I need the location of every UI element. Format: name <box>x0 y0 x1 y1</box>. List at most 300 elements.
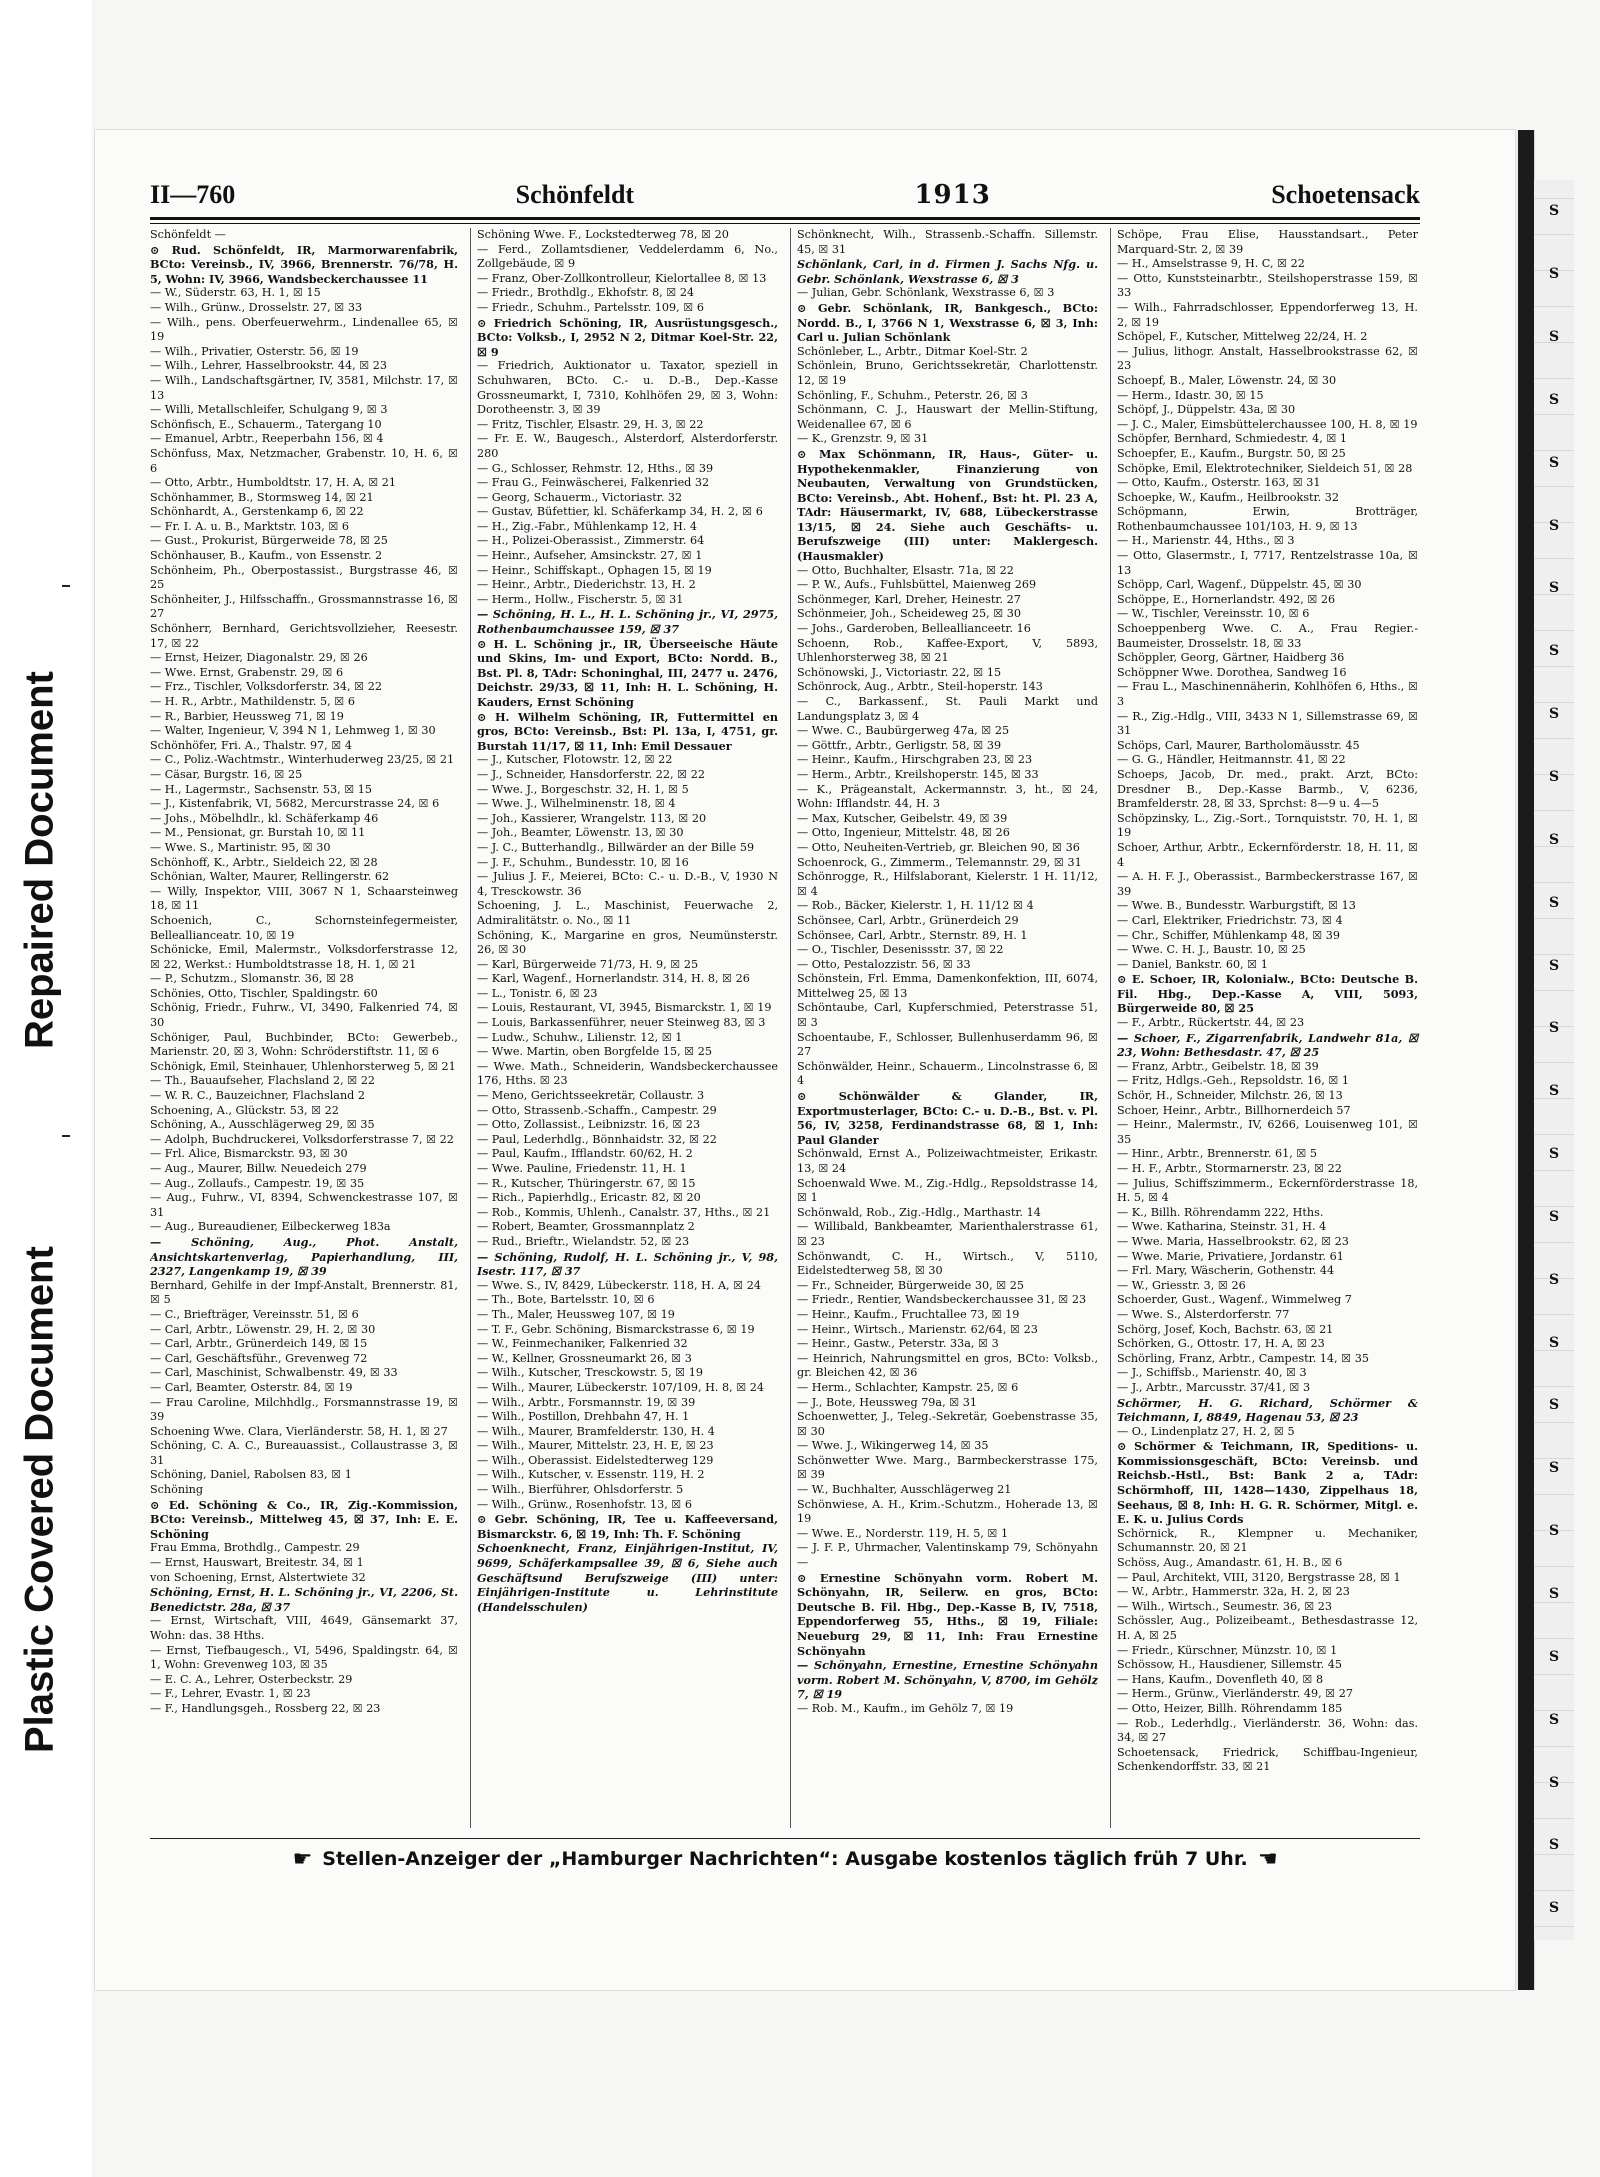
directory-entry: — Adolph, Buchdruckerei, Volksdorferstrasse 7, ☒ 22 <box>150 1132 454 1146</box>
directory-entry: Schönsee, Carl, Arbtr., Grünerdeich 29 <box>797 913 1019 927</box>
directory-entry: — Wilh., Grünw., Drosselstr. 27, ☒ 33 <box>150 300 363 314</box>
directory-entry: — Schöning, H. L., H. L. Schöning jr., VI, 2975, Rothenbaumchaussee 159, ☒ 37 <box>477 607 778 637</box>
directory-entry: — F., Lehrer, Evastr. 1, ☒ 23 <box>150 1687 311 1701</box>
directory-entry: Schöpe, Frau Elise, Hausstandsart., Peter Marquard-Str. 2, ☒ 39 <box>1117 228 1418 256</box>
directory-entry: — Wwe. Marie, Privatiere, Jordanstr. 61 <box>1117 1249 1344 1263</box>
directory-entry: — Rob., Bäcker, Kielerstr. 1, H. 11/12 ☒ 4 <box>797 899 1034 913</box>
directory-entry: — Wilh., Kutscher, v. Essenstr. 119, H. 2 <box>477 1468 705 1482</box>
directory-entry: Schönicke, Emil, Malermstr., Volksdorferstrasse 12, ☒ 22, Werkst.: Humboldtstrasse 18, H. 1, ☒ 21 <box>150 943 458 971</box>
directory-entry: ⊙ Max Schönmann, IR, Haus-, Güter- u. Hypothekenmakler, Finanzierung von Neubauten, Verwaltung von Grundstücken, BCto: Vereinsb., Abt. Hohenf., Bst: ht. Pl. 23 A, TAdr: Häusermarkt, IV, 688, Lübeckerstrasse 13/15, ☒ 24. Siehe auch Geschäfts- u. Berufszweige (III) unter: Maklergesch. (Hausmakler) <box>797 446 1098 564</box>
directory-entry: Schönmann, C. J., Hauswart der Mellin-Stiftung, Weidenallee 67, ☒ 6 <box>797 403 1098 431</box>
directory-entry: — Friedr., Schuhm., Partelsstr. 109, ☒ 6 <box>477 300 704 314</box>
directory-entry: — Wwe. Katharina, Steinstr. 31, H. 4 <box>1117 1220 1327 1234</box>
directory-entry: — Fr. I. A. u. B., Marktstr. 103, ☒ 6 <box>150 519 350 533</box>
directory-entry: — Wwe. J., Wikingerweg 14, ☒ 35 <box>797 1439 989 1453</box>
directory-entry: — Fritz, Hdlgs.-Geh., Repsoldstr. 16, ☒ 1 <box>1117 1074 1350 1088</box>
directory-entry: — Rob. M., Kaufm., im Gehölz 7, ☒ 19 <box>797 1701 1014 1715</box>
directory-entry: — Julius, Schiffszimmerm., Eckernförderstrasse 18, H. 5, ☒ 4 <box>1117 1176 1418 1205</box>
directory-entry: Schöps, Carl, Maurer, Bartholomäusstr. 45 <box>1117 738 1360 752</box>
directory-entry: — Fritz, Tischler, Elsastr. 29, H. 3, ☒ 22 <box>477 417 704 431</box>
directory-entry: — Wilh., Grünw., Rosenhofstr. 13, ☒ 6 <box>477 1497 693 1511</box>
label-divider <box>62 585 70 587</box>
directory-entry: — C., Barkassenf., St. Pauli Markt und Landungsplatz 3, ☒ 4 <box>797 695 1098 723</box>
directory-entry: — Aug., Maurer, Billw. Neuedeich 279 <box>150 1162 367 1175</box>
directory-entry: Schoenknecht, Franz, Einjährigen-Institut, IV, 9699, Schäferkampsallee 39, ☒ 6, Siehe auch Geschäftsund Berufszweige (III) unter: Einjährigen-Institute u. Lehrinstitute (Handelsschulen) <box>477 1541 778 1614</box>
directory-entry: — R., Zig.-Hdlg., VIII, 3433 N 1, Sillemstrasse 69, ☒ 31 <box>1117 709 1418 738</box>
edge-letter: S <box>1548 894 1560 911</box>
directory-entry: — J., Bote, Heussweg 79a, ☒ 31 <box>797 1395 978 1409</box>
directory-entry: Schoerder, Gust., Wagenf., Wimmelweg 7 <box>1117 1293 1352 1307</box>
directory-entry: Schoenn, Rob., Kaffee-Export, V, 5893, Uhlenhorsterweg 38, ☒ 21 <box>797 636 1098 665</box>
directory-entry: ⊙ Gebr. Schönlank, IR, Bankgesch., BCto: Nordd. B., I, 3766 N 1, Wexstrasse 6, ☒ 3, Inh: Carl u. Julian Schönlank <box>797 300 1098 345</box>
directory-entry: — Otto, Pestalozzistr. 56, ☒ 33 <box>797 957 971 971</box>
directory-entry: Schönowski, J., Victoriastr. 22, ☒ 15 <box>797 665 1002 679</box>
directory-entry: — W., Griesstr. 3, ☒ 26 <box>1117 1278 1246 1292</box>
directory-entry: Schöntaube, Carl, Kupferschmied, Peterstrasse 51, ☒ 3 <box>797 1001 1098 1030</box>
edge-letter: S <box>1548 1523 1560 1540</box>
directory-entry: Schöpzinsky, L., Zig.-Sort., Tornquiststr. 70, H. 1, ☒ 19 <box>1117 811 1418 840</box>
directory-entry: Schoer, Arthur, Arbtr., Eckernförderstr. 18, H. 11, ☒ 4 <box>1117 840 1418 869</box>
directory-entry: — Louis, Restaurant, VI, 3945, Bismarckstr. 1, ☒ 19 <box>477 1001 772 1015</box>
directory-entry: Schöniger, Paul, Buchbinder, BCto: Gewerbeb., Marienstr. 20, ☒ 3, Wohn: Schröderstiftstr. 11, ☒ 6 <box>150 1030 458 1059</box>
edge-letter: S <box>1548 329 1560 346</box>
column-3 <box>790 228 1100 1828</box>
directory-entry: — W., Feinmechaniker, Falkenried 32 <box>477 1337 688 1351</box>
page-number: II—760 <box>150 180 236 209</box>
directory-entry: — Aug., Bureaudiener, Eilbeckerweg 183a <box>150 1220 391 1234</box>
directory-entry: — Gustav, Büfettier, kl. Schäferkamp 34, H. 2, ☒ 6 <box>477 505 763 519</box>
directory-entry: — C., Briefträger, Vereinsstr. 51, ☒ 6 <box>150 1307 359 1321</box>
directory-entry: Schör, H., Schneider, Milchstr. 26, ☒ 13 <box>1117 1089 1343 1103</box>
directory-entry: — J., Arbtr., Marcusstr. 37/41, ☒ 3 <box>1117 1380 1311 1394</box>
directory-entry: — H., Amselstrasse 9, H. C, ☒ 22 <box>1117 257 1305 271</box>
directory-entry: — J., Schiffsb., Marienstr. 40, ☒ 3 <box>1117 1366 1307 1380</box>
directory-entry: — O., Lindenplatz 27, H. 2, ☒ 5 <box>1117 1424 1295 1438</box>
directory-entry: — Wwe. Martin, oben Borgfelde 15, ☒ 25 <box>477 1045 713 1059</box>
directory-entry: Schoenwetter, J., Teleg.-Sekretär, Goebenstrasse 35, ☒ 30 <box>797 1410 1098 1438</box>
directory-entry: — Cäsar, Burgstr. 16, ☒ 25 <box>150 767 303 781</box>
edge-letter: S <box>1548 1146 1560 1163</box>
directory-entry: — Otto, Strassenb.-Schaffn., Campestr. 29 <box>477 1103 717 1117</box>
directory-entry: — Fr., Schneider, Bürgerweide 30, ☒ 25 <box>797 1278 1025 1292</box>
directory-entry: — Heinr., Malermstr., IV, 6266, Louisenweg 101, ☒ 35 <box>1117 1118 1418 1146</box>
edge-letter: S <box>1548 1711 1560 1728</box>
directory-entry: Schoetensack, Friedrick, Schiffbau-Ingenieur, Schenkendorffstr. 33, ☒ 21 <box>1117 1745 1418 1774</box>
directory-entry: — Wilh., Postillon, Drehbahn 47, H. 1 <box>477 1410 690 1424</box>
directory-entry: — Schöning, Rudolf, H. L. Schöning jr., V, 98, Isestr. 117, ☒ 37 <box>477 1249 778 1279</box>
directory-entry: Schöning <box>150 1483 204 1497</box>
directory-entry: — Paul, Lederhdlg., Bönnhaidstr. 32, ☒ 22 <box>477 1132 717 1146</box>
header-year: 1913 <box>914 180 991 210</box>
directory-entry: — G. G., Händler, Heitmannstr. 41, ☒ 22 <box>1117 753 1346 767</box>
directory-entry: Schöss, Aug., Amandastr. 61, H. B., ☒ 6 <box>1117 1556 1343 1570</box>
directory-entry: — Wwe. S., IV, 8429, Lübeckerstr. 118, H. A, ☒ 24 <box>477 1278 761 1292</box>
directory-entry: — Carl, Beamter, Osterstr. 84, ☒ 19 <box>150 1380 353 1394</box>
directory-entry: — A. H. F. J., Oberassist., Barmbeckerstrasse 167, ☒ 39 <box>1117 870 1418 898</box>
directory-entry: Schönheiter, J., Hilfsschaffn., Grossmannstrasse 16, ☒ 27 <box>150 592 458 621</box>
directory-entry: — G., Schlosser, Rehmstr. 12, Hths., ☒ 39 <box>477 461 714 475</box>
column-2 <box>470 228 780 1828</box>
edge-letter: S <box>1548 1774 1560 1791</box>
directory-entry: — Otto, Zollassist., Leibnizstr. 16, ☒ 23 <box>477 1118 701 1132</box>
left-margin-strip <box>0 0 92 2177</box>
edge-letter: S <box>1548 1837 1560 1854</box>
directory-entry: — Julian, Gebr. Schönlank, Wexstrasse 6, ☒ 3 <box>797 286 1055 300</box>
directory-entry: Schönheim, Ph., Oberpostassist., Burgstrasse 46, ☒ 25 <box>150 563 458 592</box>
edge-letter: S <box>1548 1460 1560 1477</box>
directory-entry: ⊙ E. Schoer, IR, Kolonialw., BCto: Deutsche B. Fil. Hbg., Dep.-Kasse A, VIII, 5093, Bürgerweide 80, ☒ 25 <box>1117 972 1418 1016</box>
edge-letter: S <box>1548 1083 1560 1100</box>
directory-entry: — Johs., Möbelhdlr., kl. Schäferkamp 46 <box>150 811 379 825</box>
edge-letter: S <box>1548 1585 1560 1602</box>
directory-entry: Schoeppenberg Wwe. C. A., Frau Regier.-Baumeister, Drosselstr. 18, ☒ 33 <box>1117 622 1418 650</box>
directory-entry: — Wwe. Maria, Hasselbrookstr. 62, ☒ 23 <box>1117 1234 1349 1248</box>
directory-entry: — Willy, Inspektor, VIII, 3067 N 1, Schaarsteinweg 18, ☒ 11 <box>150 884 458 913</box>
directory-entry: Schönrock, Aug., Arbtr., Steil-hoperstr. 143 <box>797 680 1043 694</box>
directory-entry: — Wilh., Maurer, Mittelstr. 23, H. E, ☒ 23 <box>477 1439 714 1453</box>
edge-letter: S <box>1548 1648 1560 1665</box>
directory-entry: — Wilh., Arbtr., Forsmannstr. 19, ☒ 39 <box>477 1395 696 1409</box>
directory-entry: — Carl, Arbtr., Löwenstr. 29, H. 2, ☒ 30 <box>150 1322 376 1336</box>
directory-entry: — O., Tischler, Desenissstr. 37, ☒ 22 <box>797 943 1004 957</box>
directory-entry: Schönleber, L., Arbtr., Ditmar Koel-Str. 2 <box>797 344 1028 358</box>
directory-entry: — Ludw., Schuhw., Lilienstr. 12, ☒ 1 <box>477 1030 683 1044</box>
directory-entry: Schöpf, J., Düppelstr. 43a, ☒ 30 <box>1117 403 1296 417</box>
directory-entry: — Otto, Glasermstr., I, 7717, Rentzelstrasse 10a, ☒ 13 <box>1117 549 1418 577</box>
directory-entry: Schönwandt, C. H., Wirtsch., V, 5110, Eidelstedterweg 58, ☒ 30 <box>797 1249 1098 1278</box>
directory-entry: — Otto, Kaufm., Osterstr. 163, ☒ 31 <box>1117 476 1321 490</box>
directory-entry: — Franz, Arbtr., Geibelstr. 18, ☒ 39 <box>1117 1059 1319 1073</box>
directory-entry: Schönhauser, B., Kaufm., von Essenstr. 2 <box>150 549 383 563</box>
directory-entry: — Robert, Beamter, Grossmannplatz 2 <box>477 1220 695 1234</box>
directory-entry: — L., Tonistr. 6, ☒ 23 <box>477 986 598 1000</box>
directory-entry: — Friedr., Kürschner, Münzstr. 10, ☒ 1 <box>1117 1643 1338 1657</box>
directory-entry: — Ernst, Tiefbaugesch., VI, 5496, Spaldingstr. 64, ☒ 1, Wohn: Grevenweg 103, ☒ 35 <box>150 1643 458 1672</box>
directory-entry: — H. F., Arbtr., Stormarnerstr. 23, ☒ 22 <box>1117 1162 1342 1175</box>
directory-entry: Schössler, Aug., Polizeibeamt., Bethesdastrasse 12, H. A, ☒ 25 <box>1117 1614 1418 1642</box>
directory-entry: — Heinr., Wirtsch., Marienstr. 62/64, ☒ 23 <box>797 1322 1038 1336</box>
directory-entry: — Wwe. Pauline, Friedenstr. 11, H. 1 <box>477 1162 687 1175</box>
directory-entry: — Heinrich, Nahrungsmittel en gros, BCto: Volksb., gr. Bleichen 42, ☒ 36 <box>797 1351 1098 1380</box>
directory-entry: — W. R. C., Bauzeichner, Flachsland 2 <box>150 1089 365 1103</box>
directory-entry: Schönlein, Bruno, Gerichtssekretär, Charlottenstr. 12, ☒ 19 <box>797 359 1098 387</box>
directory-entry: — Wwe. E., Norderstr. 119, H. 5, ☒ 1 <box>797 1526 1009 1540</box>
directory-entry: — R., Kutscher, Thüringerstr. 67, ☒ 15 <box>477 1176 696 1190</box>
directory-entry: — Schöning, Aug., Phot. Anstalt, Ansichtskartenverlag, Papierhandlung, III, 2327, Langenkamp 19, ☒ 39 <box>150 1234 458 1279</box>
directory-entry: — Willi, Metallschleifer, Schulgang 9, ☒ 3 <box>150 403 388 417</box>
directory-entry: — Ernst, Wirtschaft, VIII, 4649, Gänsemarkt 37, Wohn: das. 38 Hths. <box>150 1614 458 1642</box>
page-spine <box>1518 130 1534 1990</box>
directory-entry: — Hans, Kaufm., Dovenfleth 40, ☒ 8 <box>1117 1672 1324 1686</box>
directory-entry: ⊙ Friedrich Schöning, IR, Ausrüstungsgesch., BCto: Volksb., I, 2952 N 2, Ditmar Koel-Str. 22, ☒ 9 <box>477 315 778 359</box>
pointing-hand-icon: ☛ <box>1257 1846 1278 1872</box>
directory-entry: Schoenrock, G., Zimmerm., Telemannstr. 29, ☒ 31 <box>797 855 1082 869</box>
directory-entry: — W., Arbtr., Hammerstr. 32a, H. 2, ☒ 23 <box>1117 1585 1350 1599</box>
directory-entry: ⊙ Ernestine Schönyahn vorm. Robert M. Schönyahn, IR, Seilerw. en gros, BCto: Deutsche B. Fil. Hbg., Dep.-Kasse B, IV, 7518, Eppendorferweg 55, Hths., ☒ 19, Filiale: Neueburg 29, ☒ 11, Inh: Frau Ernestine Schönyahn <box>797 1570 1098 1658</box>
directory-entry: — T. F., Gebr. Schöning, Bismarckstrasse 6, ☒ 19 <box>477 1322 755 1336</box>
directory-entry: Schoepke, W., Kaufm., Heilbrookstr. 32 <box>1117 490 1340 504</box>
directory-entry: — Wilh., Oberassist. Eidelstedterweg 129 <box>477 1453 714 1467</box>
directory-entry: — W., Süderstr. 63, H. 1, ☒ 15 <box>150 286 321 300</box>
directory-entry: Schöpp, Carl, Wagenf., Düppelstr. 45, ☒ 30 <box>1117 578 1362 592</box>
directory-entry: — Friedr., Brothdlg., Ekhofstr. 8, ☒ 24 <box>477 286 695 300</box>
edge-letter: S <box>1548 769 1560 786</box>
directory-entry: ⊙ Rud. Schönfeldt, IR, Marmorwarenfabrik, BCto: Vereinsb., IV, 3966, Brennerstr. 76/78, H. 5, Wohn: IV, 3966, Wandsbeckerchaussee 11 <box>150 242 458 286</box>
directory-entry: Schörken, G., Ottostr. 17, H. A, ☒ 23 <box>1117 1337 1325 1351</box>
directory-entry: — Julius J. F., Meierei, BCto: C.- u. D.-B., V, 1930 N 4, Tresckowstr. 36 <box>477 870 778 898</box>
directory-entry: Schoentaube, F., Schlosser, Bullenhuserdamm 96, ☒ 27 <box>797 1030 1098 1059</box>
directory-entry: — W., Tischler, Vereinsstr. 10, ☒ 6 <box>1117 607 1310 621</box>
directory-entry: Schoening, A., Glückstr. 53, ☒ 22 <box>150 1103 339 1117</box>
column-1 <box>150 228 460 1828</box>
directory-entry: — Ernst, Hauswart, Breitestr. 34, ☒ 1 <box>150 1556 364 1570</box>
directory-entry: — Otto, Kunststeinarbtr., Steilshoperstrasse 159, ☒ 33 <box>1117 271 1418 300</box>
directory-entry: Schörling, Franz, Arbtr., Campestr. 14, ☒ 35 <box>1117 1351 1369 1365</box>
directory-entry: Schoening Wwe. Clara, Vierländerstr. 58, H. 1, ☒ 27 <box>150 1424 448 1438</box>
directory-entry: — Herm., Schlachter, Kampstr. 25, ☒ 6 <box>797 1380 1019 1394</box>
directory-entry: — Karl, Bürgerweide 71/73, H. 9, ☒ 25 <box>477 957 699 971</box>
directory-entry: — Hinr., Arbtr., Brennerstr. 61, ☒ 5 <box>1117 1147 1318 1161</box>
directory-entry: — Herm., Arbtr., Kreilshoperstr. 145, ☒ 33 <box>797 767 1039 781</box>
directory-entry: Schönhardt, A., Gerstenkamp 6, ☒ 22 <box>150 505 364 519</box>
directory-entry: Schönhoff, K., Arbtr., Sieldeich 22, ☒ 28 <box>150 855 378 869</box>
directory-entry: Schönherr, Bernhard, Gerichtsvollzieher, Reesestr. 17, ☒ 22 <box>150 622 458 650</box>
directory-entry: — Emanuel, Arbtr., Reeperbahn 156, ☒ 4 <box>150 432 384 446</box>
edge-letter: S <box>1548 643 1560 660</box>
directory-entry: — W., Buchhalter, Ausschlägerweg 21 <box>797 1483 1012 1497</box>
directory-entry: — J. F. P., Uhrmacher, Valentinskamp 79, Schönyahn — <box>797 1541 1098 1570</box>
directory-entry: Schöning, A., Ausschlägerweg 29, ☒ 35 <box>150 1118 375 1132</box>
directory-entry: ⊙ H. Wilhelm Schöning, IR, Futtermittel en gros, BCto: Vereinsb., Bst: Pl. 13a, I, 4751, gr. Burstah 11/17, ☒ 11, Inh: Emil Dessauer <box>477 709 778 753</box>
directory-entry: — R., Barbier, Heussweg 71, ☒ 19 <box>150 709 344 723</box>
directory-entry: — H., Zig.-Fabr., Mühlenkamp 12, H. 4 <box>477 519 698 533</box>
directory-entry: — Wwe. J., Wilhelminenstr. 18, ☒ 4 <box>477 797 676 811</box>
directory-entry: Schönknecht, Wilh., Strassenb.-Schaffn. Sillemstr. 45, ☒ 31 <box>797 228 1098 256</box>
directory-entry: — Heinr., Kaufm., Fruchtallee 73, ☒ 19 <box>797 1307 1020 1321</box>
plastic-covered-label: Plastic Covered Document <box>17 1246 62 1754</box>
directory-entry: Schönwald, Rob., Zig.-Hdlg., Marthastr. 14 <box>797 1205 1041 1219</box>
directory-entry: — Wilh., Bierführer, Ohlsdorferstr. 5 <box>477 1483 684 1497</box>
directory-entry: — Wilh., Lehrer, Hasselbrookstr. 44, ☒ 23 <box>150 359 388 373</box>
directory-entry: ⊙ Gebr. Schöning, IR, Tee u. Kaffeeversand, Bismarckstr. 6, ☒ 19, Inh: Th. F. Schöning <box>477 1512 778 1541</box>
directory-entry: Schöppler, Georg, Gärtner, Haidberg 36 <box>1117 651 1345 665</box>
directory-entry: — Wilh., Privatier, Osterstr. 56, ☒ 19 <box>150 344 359 358</box>
directory-entry: — E. C. A., Lehrer, Osterbeckstr. 29 <box>150 1672 353 1686</box>
directory-entry: — Paul, Kaufm., Ifflandstr. 60/62, H. 2 <box>477 1147 693 1161</box>
directory-entry: Schönfisch, E., Schauerm., Tatergang 10 <box>150 417 382 431</box>
directory-entry: Schöpfer, Bernhard, Schmiedestr. 4, ☒ 1 <box>1117 432 1348 446</box>
edge-letter: S <box>1548 831 1560 848</box>
directory-entry: — Willibald, Bankbeamter, Marienthalerstrasse 61, ☒ 23 <box>797 1220 1098 1248</box>
directory-entry: — Carl, Arbtr., Grünerdeich 149, ☒ 15 <box>150 1337 368 1351</box>
directory-entry: Schönfeldt — <box>150 228 226 241</box>
directory-entry: von Schoening, Ernst, Alstertwiete 32 <box>150 1570 366 1584</box>
directory-entry: Schönwetter Wwe. Marg., Barmbeckerstrasse 175, ☒ 39 <box>797 1453 1098 1482</box>
directory-entry: — Wilh., Maurer, Lübeckerstr. 107/109, H. 8, ☒ 24 <box>477 1380 765 1394</box>
directory-entry: — J. F., Schuhm., Bundesstr. 10, ☒ 16 <box>477 855 689 869</box>
directory-entry: — Wilh., Maurer, Bramfelderstr. 130, H. 4 <box>477 1424 715 1438</box>
directory-entry: Schönian, Walter, Maurer, Rellingerstr. 62 <box>150 870 390 884</box>
directory-entry: — Wilh., Wirtsch., Seumestr. 36, ☒ 23 <box>1117 1599 1333 1613</box>
edge-letter: S <box>1548 580 1560 597</box>
repaired-document-label: Repaired Document <box>17 671 62 1049</box>
directory-entry: — C., Poliz.-Wachtmstr., Winterhuderweg 23/25, ☒ 21 <box>150 753 455 767</box>
header-right-word: Schoetensack <box>1271 180 1420 209</box>
directory-entry: — Ferd., Zollamtsdiener, Veddelerdamm 6, No., Zollgebäude, ☒ 9 <box>477 242 778 271</box>
directory-entry: — Franz, Ober-Zollkontrolleur, Kielortallee 8, ☒ 13 <box>477 271 767 285</box>
directory-entry: Schönhöfer, Fri. A., Thalstr. 97, ☒ 4 <box>150 738 352 752</box>
directory-entry: Schönlank, Carl, in d. Firmen J. Sachs Nfg. u. Gebr. Schönlank, Wexstrasse 6, ☒ 3 <box>797 257 1098 286</box>
edge-letter: S <box>1548 1271 1560 1288</box>
directory-entry: Schönigk, Emil, Steinhauer, Uhlenhorsterweg 5, ☒ 21 <box>150 1059 456 1073</box>
edge-letter: S <box>1548 706 1560 723</box>
pointing-hand-icon: ☛ <box>292 1846 313 1872</box>
next-page-edge <box>1534 180 1574 1940</box>
directory-entry: — Wwe. C. H. J., Baustr. 10, ☒ 25 <box>1117 943 1306 957</box>
directory-entry: Schoenich, C., Schornsteinfegermeister, Belleallianceatr. 10, ☒ 19 <box>150 913 458 942</box>
directory-entry: — P. W., Aufs., Fuhlsbüttel, Maienweg 269 <box>797 578 1037 592</box>
directory-entry: Schössow, H., Hausdiener, Sillemstr. 45 <box>1117 1658 1342 1672</box>
edge-letter: S <box>1548 1334 1560 1351</box>
directory-entry: — Otto, Buchhalter, Elsastr. 71a, ☒ 22 <box>797 563 1014 577</box>
directory-entry: Schönwälder, Heinr., Schauerm., Lincolnstrasse 6, ☒ 4 <box>797 1059 1098 1088</box>
directory-entry: Schönhammer, B., Stormsweg 14, ☒ 21 <box>150 490 374 504</box>
directory-entry: — Carl, Geschäftsführ., Grevenweg 72 <box>150 1351 368 1365</box>
directory-entry: Schoer, Heinr., Arbtr., Billhornerdeich 57 <box>1117 1103 1351 1117</box>
directory-entry: — Walter, Ingenieur, V, 394 N 1, Lehmweg 1, ☒ 30 <box>150 724 436 738</box>
directory-entry: — H., Polizei-Oberassist., Zimmerstr. 64 <box>477 534 705 548</box>
directory-entry: Schoeps, Jacob, Dr. med., prakt. Arzt, BCto: Dresdner B., Dep.-Kasse Barmb., V, 6236, Bramfelderstr. 28, ☒ 33, Sprchst: 8—9 u. 4—5 <box>1117 767 1418 811</box>
directory-entry: — Rud., Brieftr., Wielandstr. 52, ☒ 23 <box>477 1234 690 1248</box>
edge-letter: S <box>1548 1397 1560 1414</box>
directory-entry: — Rob., Lederhdlg., Vierländerstr. 36, Wohn: das. 34, ☒ 27 <box>1117 1716 1418 1745</box>
directory-entry: Schöning, C. A. C., Bureauassist., Collaustrasse 3, ☒ 31 <box>150 1439 458 1467</box>
directory-entry: — Wwe. Math., Schneiderin, Wandsbeckerchaussee 176, Hths. ☒ 23 <box>477 1059 778 1088</box>
directory-entry: — J., Kistenfabrik, VI, 5682, Mercurstrasse 24, ☒ 6 <box>150 797 440 811</box>
directory-entry: Schönmeger, Karl, Dreher, Heinestr. 27 <box>797 592 1021 606</box>
directory-entry: — Göttfr., Arbtr., Gerligstr. 58, ☒ 39 <box>797 738 1002 752</box>
footer-notice: Stellen-Anzeiger der „Hamburger Nachrichten“: Ausgabe kostenlos täglich früh 7 Uhr. <box>322 1848 1248 1870</box>
header-rule-thin <box>150 223 1420 224</box>
directory-entry: — Julius, lithogr. Anstalt, Hasselbrookstrasse 62, ☒ 23 <box>1117 344 1418 373</box>
directory-entry: — Rob., Kommis, Uhlenh., Canalstr. 37, Hths., ☒ 21 <box>477 1205 771 1219</box>
directory-entry: — Georg, Schauerm., Victoriastr. 32 <box>477 490 683 504</box>
edge-letter: S <box>1548 1020 1560 1037</box>
directory-entry: — Otto, Ingenieur, Mittelstr. 48, ☒ 26 <box>797 826 1010 840</box>
directory-entry: Schöppe, E., Hornerlandstr. 492, ☒ 26 <box>1117 592 1336 606</box>
directory-entry: Schönig, Friedr., Fuhrw., VI, 3490, Falkenried 74, ☒ 30 <box>150 1001 458 1030</box>
directory-entry: Schöpel, F., Kutscher, Mittelweg 22/24, H. 2 <box>1117 330 1368 344</box>
directory-entry: — Joh., Kassierer, Wrangelstr. 113, ☒ 20 <box>477 811 707 825</box>
directory-entry: — F., Handlungsgeh., Rossberg 22, ☒ 23 <box>150 1701 381 1715</box>
directory-entry: — Paul, Architekt, VIII, 3120, Bergstrasse 28, ☒ 1 <box>1117 1570 1401 1584</box>
directory-entry: ⊙ Ed. Schöning & Co., IR, Zig.-Kommission, BCto: Vereinsb., Mittelweg 45, ☒ 37, Inh: E. E. Schöning <box>150 1497 458 1541</box>
directory-entry: Schörg, Josef, Koch, Bachstr. 63, ☒ 21 <box>1117 1322 1334 1336</box>
edge-letter: S <box>1548 1208 1560 1225</box>
directory-entry: — Meno, Gerichtsseekretär, Collaustr. 3 <box>477 1089 705 1103</box>
page-header <box>150 175 1420 215</box>
directory-entry: — Th., Bote, Bartelsstr. 10, ☒ 6 <box>477 1293 655 1307</box>
directory-entry: — Joh., Beamter, Löwenstr. 13, ☒ 30 <box>477 826 684 840</box>
directory-entry: — Rich., Papierhdlg., Ericastr. 82, ☒ 20 <box>477 1191 701 1205</box>
directory-entry: Schönling, F., Schuhm., Peterstr. 26, ☒ 3 <box>797 388 1028 402</box>
directory-entry: — Otto, Arbtr., Humboldtstr. 17, H. A, ☒ 21 <box>150 476 397 490</box>
directory-entry: Schörmer, H. G. Richard, Schörmer & Teichmann, I, 8849, Hagenau 53, ☒ 23 <box>1117 1395 1418 1425</box>
directory-entry: — Fr. E. W., Baugesch., Alsterdorf, Alsterdorferstr. 280 <box>477 432 778 460</box>
directory-entry: — Wwe. S., Martinistr. 95, ☒ 30 <box>150 840 331 854</box>
directory-entry: — Daniel, Bankstr. 60, ☒ 1 <box>1117 957 1268 971</box>
directory-entry: — Th., Bauaufseher, Flachsland 2, ☒ 22 <box>150 1074 376 1088</box>
directory-entry: — Wwe. C., Baubürgerweg 47a, ☒ 25 <box>797 724 1010 738</box>
directory-entry: Schöning, K., Margarine en gros, Neumünsterstr. 26, ☒ 30 <box>477 928 778 957</box>
edge-letter: S <box>1548 1900 1560 1917</box>
directory-entry: — Heinr., Schiffskapt., Ophagen 15, ☒ 19 <box>477 563 712 577</box>
edge-letter: S <box>1548 517 1560 534</box>
directory-entry: Schöning, Daniel, Rabolsen 83, ☒ 1 <box>150 1468 352 1482</box>
directory-entry: — W., Kellner, Grossneumarkt 26, ☒ 3 <box>477 1351 692 1365</box>
directory-entry: Schoepfer, E., Kaufm., Burgstr. 50, ☒ 25 <box>1117 446 1346 460</box>
directory-entry: Frau Emma, Brothdlg., Campestr. 29 <box>150 1541 360 1555</box>
directory-entry: — Wilh., Fahrradschlosser, Eppendorferweg 13, H. 2, ☒ 19 <box>1117 300 1418 329</box>
directory-entry: — Heinr., Gastw., Peterstr. 33a, ☒ 3 <box>797 1337 999 1351</box>
directory-entry: — Wilh., pens. Oberfeuerwehrm., Lindenallee 65, ☒ 19 <box>150 315 458 344</box>
directory-entry: Schoenwald Wwe. M., Zig.-Hdlg., Repsoldstrasse 14, ☒ 1 <box>797 1176 1098 1205</box>
directory-entry: Schöppner Wwe. Dorothea, Sandweg 16 <box>1117 665 1347 679</box>
directory-entry: — Chr., Schiffer, Mühlenkamp 48, ☒ 39 <box>1117 928 1341 942</box>
directory-entry: — Herm., Hollw., Fischerstr. 5, ☒ 31 <box>477 592 684 606</box>
directory-entry: — H. R., Arbtr., Mathildenstr. 5, ☒ 6 <box>150 695 355 708</box>
directory-entry: — Wwe. B., Bundesstr. Warburgstift, ☒ 13 <box>1117 899 1356 913</box>
directory-entry: — Carl, Elektriker, Friedrichstr. 73, ☒ 4 <box>1117 913 1343 927</box>
directory-entry: — P., Schutzm., Slomanstr. 36, ☒ 28 <box>150 972 354 986</box>
directory-entry: — K., Prägeanstalt, Ackermannstr. 3, ht., ☒ 24, Wohn: Ifflandstr. 44, H. 3 <box>797 782 1098 811</box>
page-footer <box>150 1838 1420 1879</box>
edge-letter: S <box>1548 957 1560 974</box>
directory-entry: — K., Grenzstr. 9, ☒ 31 <box>797 432 929 446</box>
directory-entry: — Friedrich, Auktionator u. Taxator, speziell in Schuhwaren, BCto. C.- u. D.-B., Dep.-Kasse Grossneumarkt, I, 7310, Kohlhöfen 29, ☒ 3, Wohn: Dorotheenstr. 3, ☒ 39 <box>477 359 778 417</box>
directory-entry: — Karl, Wagenf., Hornerlandstr. 314, H. 8, ☒ 26 <box>477 972 750 986</box>
directory-entry: — J. C., Maler, Eimsbüttelerchaussee 100, H. 8, ☒ 19 <box>1117 417 1418 431</box>
directory-entry: — Heinr., Aufseher, Amsinckstr. 27, ☒ 1 <box>477 549 703 563</box>
edge-letter: S <box>1548 391 1560 408</box>
directory-entry: Schöpmann, Erwin, Brotträger, Rothenbaumchaussee 101/103, H. 9, ☒ 13 <box>1117 505 1418 533</box>
directory-entry: — Herm., Idastr. 30, ☒ 15 <box>1117 388 1264 402</box>
directory-entry: — Carl, Maschinist, Schwalbenstr. 49, ☒ 33 <box>150 1366 398 1380</box>
directory-entry: Schönwald, Ernst A., Polizeiwachtmeister, Erikastr. 13, ☒ 24 <box>797 1147 1098 1175</box>
directory-entry: Schönmeier, Joh., Scheideweg 25, ☒ 30 <box>797 607 1022 621</box>
directory-entry: — Otto, Neuheiten-Vertrieb, gr. Bleichen 90, ☒ 36 <box>797 840 1080 854</box>
directory-entry: — Friedr., Rentier, Wandsbeckerchaussee 31, ☒ 23 <box>797 1293 1087 1307</box>
directory-entry: Schöning, Ernst, H. L. Schöning jr., VI, 2206, St. Benedictstr. 28a, ☒ 37 <box>150 1585 458 1614</box>
directory-entry: — H., Lagermstr., Sachsenstr. 53, ☒ 15 <box>150 782 373 796</box>
directory-entry: — Max, Kutscher, Geibelstr. 49, ☒ 39 <box>797 811 1008 825</box>
directory-entry: Schöpke, Emil, Elektrotechniker, Sieldeich 51, ☒ 28 <box>1117 461 1413 475</box>
header-left-word: Schönfeldt <box>515 180 635 209</box>
directory-entry: Schoening, J. L., Maschinist, Feuerwache 2, Admiralitätstr. o. No., ☒ 11 <box>477 899 778 927</box>
directory-columns <box>150 228 1420 1828</box>
edge-letter: S <box>1548 266 1560 283</box>
directory-entry: — F., Arbtr., Rückertstr. 44, ☒ 23 <box>1117 1016 1305 1030</box>
directory-entry: — H., Marienstr. 44, Hths., ☒ 3 <box>1117 534 1295 548</box>
directory-entry: Schönies, Otto, Tischler, Spaldingstr. 60 <box>150 986 378 1000</box>
directory-entry: ⊙ H. L. Schöning jr., IR, Überseeische Häute und Skins, Im- und Export, BCto: Nordd. B., Bst. Pl. 8, TAdr: Schoninghal, III, 2477 u. 2476, Deichstr. 29/33, ☒ 11, Inh: H. L. Schöning, H. Kauders, Ernst Schöning <box>477 636 778 709</box>
directory-entry: Schönsee, Carl, Arbtr., Sternstr. 89, H. 1 <box>797 928 1028 942</box>
directory-entry: Schörnick, R., Klempner u. Mechaniker, Schumannstr. 20, ☒ 21 <box>1117 1526 1418 1555</box>
directory-entry: — Frau G., Feinwäscherei, Falkenried 32 <box>477 476 710 490</box>
directory-entry: — Aug., Fuhrw., VI, 8394, Schwenckestrasse 107, ☒ 31 <box>150 1191 458 1219</box>
directory-entry: — Wwe. S., Alsterdorferstr. 77 <box>1117 1307 1290 1321</box>
directory-entry: Schöning Wwe. F., Lockstedterweg 78, ☒ 20 <box>477 228 729 241</box>
